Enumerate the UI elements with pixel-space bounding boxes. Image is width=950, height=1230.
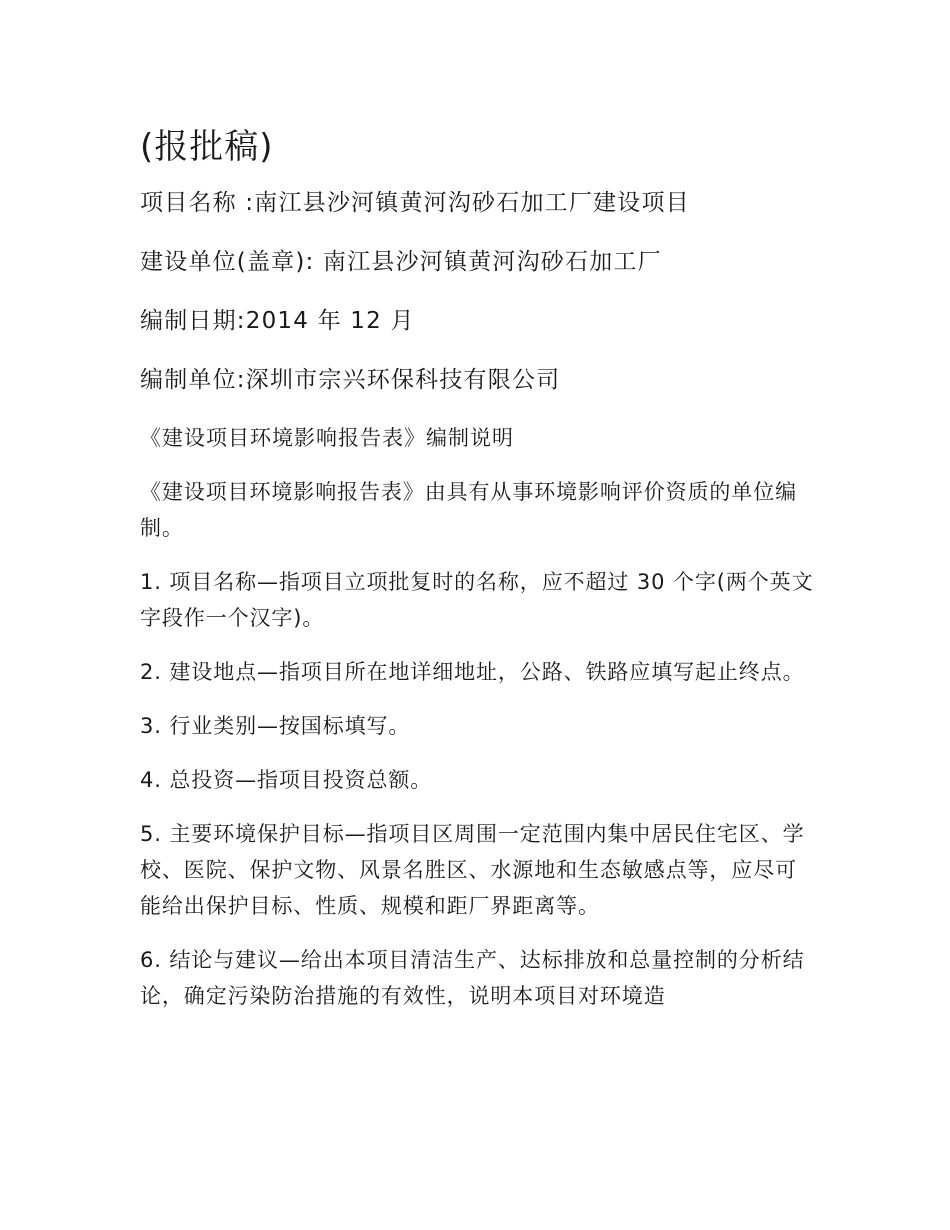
item-industry: 3. 行业类别—按国标填写。 (140, 714, 411, 738)
compile-date: 编制日期:2014 年 12 月 (140, 308, 415, 334)
item-project-name: 1. 项目名称—指项目立项批复时的名称，应不超过 30 个字(两个英文字段作一个汉字)。 (140, 570, 814, 630)
construction-unit: 建设单位(盖章): 南江县沙河镇黄河沟砂石加工厂 (140, 249, 662, 275)
item-investment: 4. 总投资—指项目投资总额。 (140, 768, 433, 792)
item-conclusion: 6. 结论与建议—给出本项目清洁生产、达标排放和总量控制的分析结论，确定污染防治措施的有效性，说明本项目对环境造 (140, 948, 805, 1008)
instructions-title: 《建设项目环境影响报告表》编制说明 (140, 426, 514, 450)
instructions-intro: 《建设项目环境影响报告表》由具有从事环境影响评价资质的单位编制。 (140, 480, 797, 540)
compile-unit: 编制单位:深圳市宗兴环保科技有限公司 (140, 367, 561, 393)
item-protection-targets: 5. 主要环境保护目标—指项目区周围一定范围内集中居民住宅区、学校、医院、保护文物、风景名胜区、水源地和生态敏感点等，应尽可能给出保护目标、性质、规模和距厂界距离等。 (140, 822, 805, 918)
document-content (140, 122, 815, 1032)
project-name: 项目名称 :南江县沙河镇黄河沟砂石加工厂建设项目 (140, 190, 690, 216)
document-title: (报批稿) (140, 127, 274, 167)
item-location: 2. 建设地点—指项目所在地详细地址，公路、铁路应填写起止终点。 (140, 660, 805, 684)
